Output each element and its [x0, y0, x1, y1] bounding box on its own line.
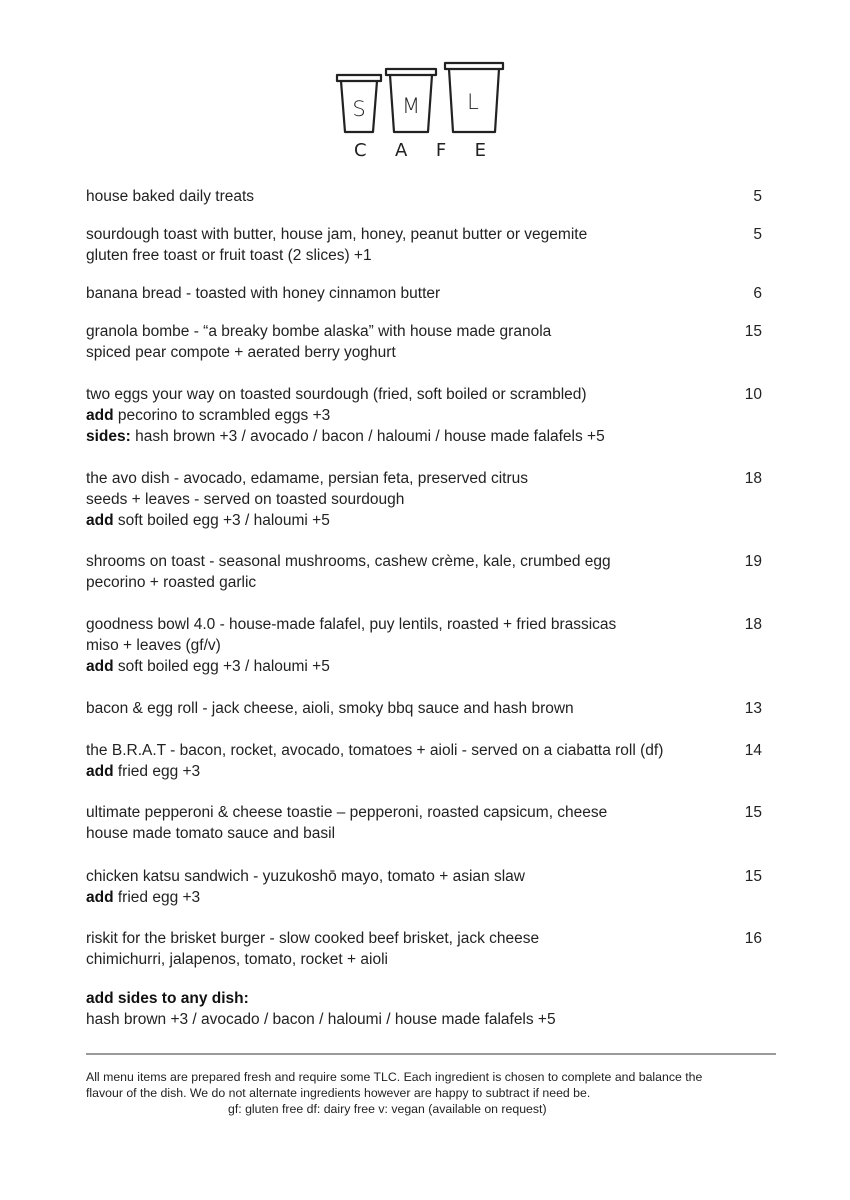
- item-text: miso + leaves (gf/v): [86, 637, 221, 654]
- menu-item-line: [86, 321, 766, 342]
- bold-label: add: [86, 658, 114, 675]
- menu-item: [86, 928, 766, 970]
- menu-item-line: [86, 510, 766, 531]
- dietary-legend: gf: gluten free df: dairy free v: vegan (available on request): [228, 1102, 547, 1116]
- item-text: gluten free toast or fruit toast (2 slices) +1: [86, 247, 372, 264]
- item-text: two eggs your way on toasted sourdough (fried, soft boiled or scrambled): [86, 386, 587, 403]
- menu-item-line: [86, 405, 766, 426]
- menu-item-line: [86, 426, 766, 447]
- menu-item: [86, 740, 766, 782]
- bold-label: add sides to any dish:: [86, 990, 249, 1007]
- menu-item-line: [86, 245, 766, 266]
- menu-item: [86, 698, 766, 719]
- item-text: pecorino + roasted garlic: [86, 574, 257, 591]
- item-text: pecorino to scrambled eggs +3: [113, 407, 331, 424]
- menu-item-line: [86, 928, 766, 949]
- menu-item-line: [86, 614, 766, 635]
- menu-item-line: [86, 866, 766, 887]
- logo-cafe-letter: C: [354, 140, 367, 161]
- menu-item-price: 13: [744, 700, 762, 717]
- menu-item-line: [86, 186, 766, 207]
- menu-item: [86, 384, 766, 447]
- menu-item-line: [86, 740, 766, 761]
- menu-item-line: [86, 802, 766, 823]
- note-line: flavour of the dish. We do not alternate ingredients however are happy to subtract if need be.: [86, 1086, 591, 1100]
- menu-item: [86, 551, 766, 593]
- item-text: seeds + leaves - served on toasted sourdough: [86, 491, 405, 508]
- menu-item: [86, 283, 766, 304]
- menu-item-line: [86, 698, 766, 719]
- menu-item-line: [86, 1009, 766, 1030]
- menu-item-line: [86, 656, 766, 677]
- item-text: chimichurri, jalapenos, tomato, rocket + aioli: [86, 951, 388, 968]
- bold-label: add: [86, 763, 114, 780]
- bold-label: add: [86, 512, 114, 529]
- menu-item-line: [86, 635, 766, 656]
- item-text: chicken katsu sandwich - yuzukoshō mayo, tomato + asian slaw: [86, 868, 525, 885]
- menu-item: [86, 614, 766, 677]
- menu-item-line: [86, 572, 766, 593]
- item-text: hash brown +3 / avocado / bacon / haloumi / house made falafels +5: [86, 1011, 556, 1028]
- menu-item-line: [86, 887, 766, 908]
- item-text: granola bombe - “a breaky bombe alaska” with house made granola: [86, 323, 552, 340]
- logo-letter-m: M: [401, 94, 421, 118]
- item-text: fried egg +3: [113, 763, 201, 780]
- menu-item-price: 18: [744, 616, 762, 633]
- logo-cafe-letter: A: [395, 140, 408, 161]
- item-text: house baked daily treats: [86, 188, 255, 205]
- sml-cafe-logo: [334, 58, 506, 168]
- item-text: banana bread - toasted with honey cinnamon butter: [86, 285, 441, 302]
- item-text: soft boiled egg +3 / haloumi +5: [113, 512, 330, 529]
- logo-cafe-letter: F: [435, 140, 447, 161]
- menu-item: [86, 186, 766, 207]
- logo-letter-l: L: [467, 90, 479, 114]
- menu-item-line: [86, 823, 766, 844]
- menu-item: [86, 321, 766, 363]
- menu-item-price: 15: [744, 804, 762, 821]
- menu-item: [86, 866, 766, 908]
- note-line: All menu items are prepared fresh and require some TLC. Each ingredient is chosen to complete and balance the: [86, 1070, 703, 1084]
- menu-item: [86, 468, 766, 531]
- menu-item-line: [86, 283, 766, 304]
- menu-item: [86, 988, 766, 1030]
- item-text: riskit for the brisket burger - slow cooked beef brisket, jack cheese: [86, 930, 540, 947]
- menu-item-price: 15: [744, 868, 762, 885]
- menu-item-price: 6: [753, 285, 762, 302]
- item-text: sourdough toast with butter, house jam, honey, peanut butter or vegemite: [86, 226, 588, 243]
- menu-item-line: [86, 489, 766, 510]
- menu-item-line: [86, 224, 766, 245]
- item-text: fried egg +3: [113, 889, 201, 906]
- item-text: soft boiled egg +3 / haloumi +5: [113, 658, 330, 675]
- item-text: ultimate pepperoni & cheese toastie – pepperoni, roasted capsicum, cheese: [86, 804, 608, 821]
- item-text: house made tomato sauce and basil: [86, 825, 336, 842]
- menu-item-price: 14: [744, 742, 762, 759]
- item-text: bacon & egg roll - jack cheese, aioli, smoky bbq sauce and hash brown: [86, 700, 574, 717]
- menu-item-line: [86, 761, 766, 782]
- footer-note: [86, 1069, 786, 1117]
- divider: [86, 1053, 776, 1055]
- menu-item-price: 15: [744, 323, 762, 340]
- item-text: shrooms on toast - seasonal mushrooms, cashew crème, kale, crumbed egg: [86, 553, 611, 570]
- item-text: the B.R.A.T - bacon, rocket, avocado, tomatoes + aioli - served on a ciabatta roll (df): [86, 742, 664, 759]
- menu-item-price: 19: [744, 553, 762, 570]
- menu-item-price: 5: [753, 188, 762, 205]
- menu-item: [86, 802, 766, 844]
- item-text: hash brown +3 / avocado / bacon / haloumi / house made falafels +5: [130, 428, 605, 445]
- menu-item-price: 16: [744, 930, 762, 947]
- menu-item: [86, 224, 766, 266]
- menu-item-price: 5: [753, 226, 762, 243]
- menu-item-line: [86, 468, 766, 489]
- bold-label: add: [86, 889, 114, 906]
- menu-item-line: [86, 988, 766, 1009]
- item-text: the avo dish - avocado, edamame, persian feta, preserved citrus: [86, 470, 528, 487]
- menu-item-price: 10: [744, 386, 762, 403]
- bold-label: sides:: [86, 428, 131, 445]
- logo-cafe-letter: E: [474, 140, 486, 161]
- bold-label: add: [86, 407, 114, 424]
- logo-cafe-word: [354, 142, 486, 160]
- logo-letter-s: S: [352, 97, 366, 121]
- menu-item-line: [86, 342, 766, 363]
- item-text: goodness bowl 4.0 - house-made falafel, puy lentils, roasted + fried brassicas: [86, 616, 617, 633]
- menu-item-line: [86, 551, 766, 572]
- menu-item-line: [86, 384, 766, 405]
- menu-item-line: [86, 949, 766, 970]
- item-text: spiced pear compote + aerated berry yoghurt: [86, 344, 396, 361]
- menu-item-price: 18: [744, 470, 762, 487]
